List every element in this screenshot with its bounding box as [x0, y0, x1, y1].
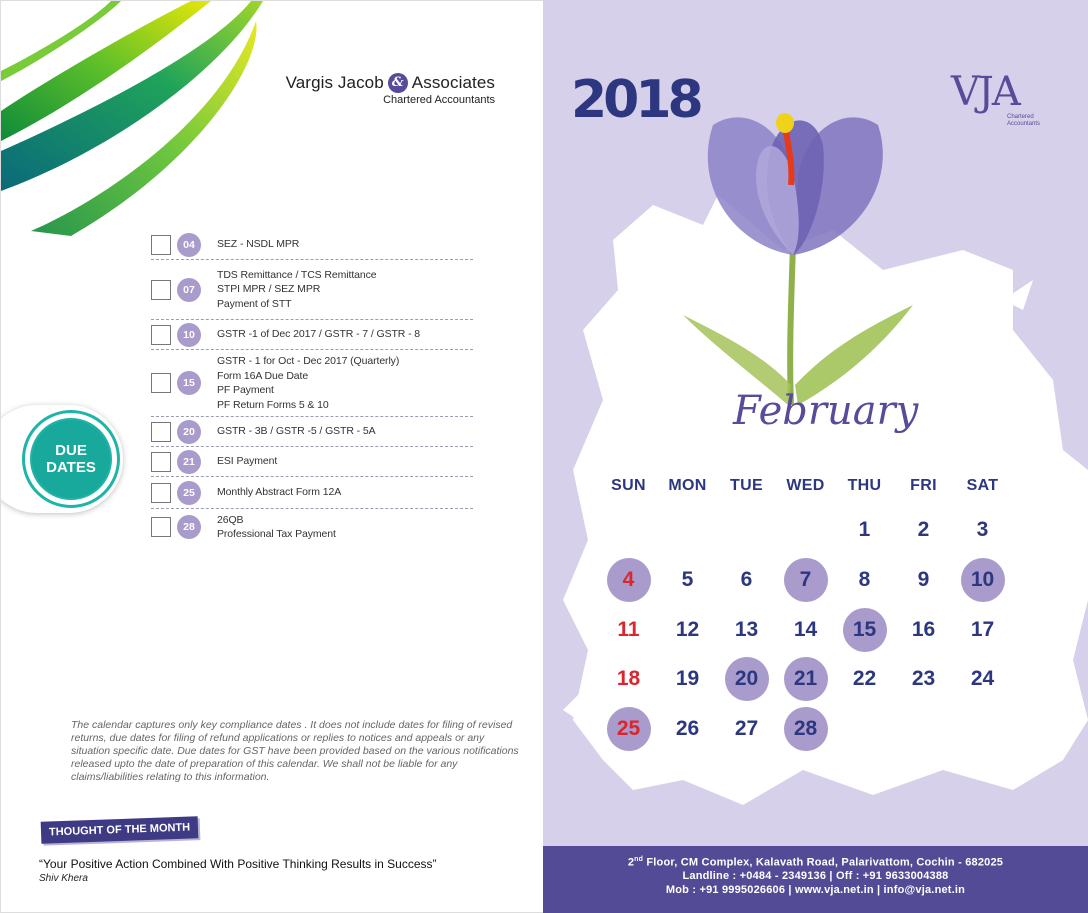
due-date-checkbox[interactable]: [151, 235, 171, 255]
due-date-line: PF Payment: [217, 384, 274, 396]
calendar-cell: [835, 704, 894, 754]
due-date-day: 04: [177, 233, 201, 257]
right-page: [543, 0, 1088, 913]
footer-mobile-web-email: Mob : +91 9995026606 | www.vja.net.in | info@vja.net.in: [665, 883, 966, 896]
calendar-date[interactable]: 28: [784, 707, 828, 751]
calendar-date[interactable]: 11: [617, 618, 640, 641]
calendar-date[interactable]: 16: [911, 618, 936, 641]
calendar-week-row: [599, 555, 1059, 605]
calendar-date[interactable]: 4: [607, 558, 651, 602]
calendar-cell: [658, 605, 717, 655]
calendar-cell: [953, 704, 1012, 754]
weekday-label: SAT: [966, 477, 999, 494]
calendar-cell: [599, 704, 658, 754]
thought-author: Shiv Khera: [39, 873, 88, 884]
calendar-cell: [776, 505, 835, 555]
vja-logo-mark: VJA: [951, 69, 1019, 115]
due-date-description: [217, 513, 336, 542]
green-swoosh-graphic: [1, 1, 291, 251]
due-date-row: [151, 447, 473, 477]
due-date-line: 26QB: [217, 513, 244, 526]
due-date-line: GSTR - 1 for Oct - Dec 2017 (Quarterly): [217, 355, 400, 367]
firm-header: [286, 73, 495, 106]
due-date-line: Payment of STT: [217, 297, 292, 310]
calendar-cell: [717, 505, 776, 555]
due-date-day: 25: [177, 481, 201, 505]
due-date-checkbox[interactable]: [151, 280, 171, 300]
due-date-checkbox[interactable]: [151, 373, 171, 393]
calendar-date[interactable]: 9: [917, 568, 930, 591]
calendar-cell: [953, 555, 1012, 605]
due-date-line: STPI MPR / SEZ MPR: [217, 283, 321, 296]
due-date-description: [217, 485, 341, 500]
due-date-line: GSTR -1 of Dec 2017 / GSTR - 7 / GSTR - 8: [217, 328, 421, 341]
calendar-date[interactable]: 1: [858, 518, 871, 541]
calendar-date[interactable]: 13: [734, 618, 759, 641]
due-date-description: [217, 424, 376, 439]
calendar-cell: [717, 555, 776, 605]
weekday-label: WED: [786, 477, 825, 494]
due-date-line: Form 16A Due Date: [217, 369, 309, 382]
calendar-cell: [717, 704, 776, 754]
due-date-checkbox[interactable]: [151, 422, 171, 442]
firm-name-part1: Vargis Jacob: [285, 73, 384, 92]
calendar-cell: [953, 605, 1012, 655]
calendar-cell: [776, 654, 835, 704]
due-date-description: [217, 237, 299, 252]
calendar-date[interactable]: 15: [843, 608, 887, 652]
calendar-date[interactable]: 19: [675, 667, 700, 690]
calendar-cell: [599, 555, 658, 605]
calendar-cell: [835, 605, 894, 655]
vja-logo: [951, 70, 1040, 128]
calendar-date[interactable]: 25: [607, 707, 651, 751]
weekday-label: MON: [668, 477, 707, 494]
calendar-cell: [894, 605, 953, 655]
vja-logo-sub1: Chartered: [1007, 114, 1034, 120]
due-date-day: 21: [177, 450, 201, 474]
due-date-row: [151, 230, 473, 260]
due-date-checkbox[interactable]: [151, 483, 171, 503]
due-date-line: PF Return Forms 5 & 10: [217, 398, 329, 411]
weekday-label: THU: [847, 477, 882, 494]
firm-name-part2: Associates: [411, 73, 495, 92]
calendar-date[interactable]: 8: [858, 568, 871, 591]
footer-address-num: 2: [627, 856, 635, 869]
calendar-date[interactable]: 20: [725, 657, 769, 701]
disclaimer-text: The calendar captures only key compliance dates . It does not include dates for filing of revised returns, due dates for filing of refund applications or replies to notices and appeals or any situation specific date. Due dates for GST have been provided based on the various notifications released upto the date of preparation of this calendar. We shall not be liable for any claims/liabilities relating to this information.: [71, 719, 519, 783]
badge-line1: DUE: [55, 442, 87, 459]
firm-subtitle: Chartered Accountants: [383, 94, 495, 106]
due-date-day: 10: [177, 323, 201, 347]
due-date-line: GSTR - 3B / GSTR -5 / GSTR - 5A: [217, 425, 376, 438]
due-date-checkbox[interactable]: [151, 325, 171, 345]
calendar-date[interactable]: 7: [784, 558, 828, 602]
calendar-cell: [776, 555, 835, 605]
weekday-label: SUN: [611, 477, 646, 494]
due-date-day: 28: [177, 515, 201, 539]
due-date-checkbox[interactable]: [151, 452, 171, 472]
due-date-day: 15: [177, 371, 201, 395]
due-date-day: 20: [177, 420, 201, 444]
calendar-cell: [658, 505, 717, 555]
calendar-cell: [776, 704, 835, 754]
firm-name: [286, 73, 495, 93]
due-date-row: [151, 260, 473, 320]
calendar-cell: [599, 605, 658, 655]
calendar-cell: [835, 505, 894, 555]
calendar-date[interactable]: 18: [616, 667, 641, 690]
footer-address: [543, 853, 1088, 870]
crocus-flower-illustration: [663, 85, 943, 405]
calendar-year: 2018: [571, 70, 700, 130]
calendar-cell: [835, 555, 894, 605]
due-date-row: [151, 477, 473, 509]
calendar-cell: [953, 654, 1012, 704]
due-date-row: [151, 350, 473, 417]
due-date-description: [217, 354, 399, 412]
calendar-cell: [894, 505, 953, 555]
due-date-line: Monthly Abstract Form 12A: [217, 486, 342, 499]
calendar-cell: [953, 505, 1012, 555]
calendar-date[interactable]: 21: [784, 657, 828, 701]
due-date-row: [151, 417, 473, 447]
due-date-line: SEZ - NSDL MPR: [217, 238, 300, 251]
calendar-date[interactable]: 23: [911, 667, 936, 690]
calendar-date[interactable]: 22: [852, 667, 877, 690]
due-date-description: [217, 454, 277, 469]
calendar-cell: [894, 555, 953, 605]
ampersand-logo: &: [388, 73, 408, 93]
calendar-cell: [776, 605, 835, 655]
calendar-date[interactable]: 6: [740, 568, 753, 591]
calendar-cell: [658, 654, 717, 704]
calendar-date[interactable]: 3: [976, 518, 989, 541]
calendar-date[interactable]: 27: [734, 717, 759, 740]
thought-quote: “Your Positive Action Combined With Positive Thinking Results in Success”: [39, 857, 437, 871]
due-date-line: ESI Payment: [217, 455, 278, 468]
weekday-label: FRI: [910, 477, 937, 494]
due-date-description: [217, 268, 377, 312]
calendar-week-row: [599, 505, 1059, 555]
due-dates-badge: [32, 420, 110, 498]
calendar-date[interactable]: 17: [970, 618, 995, 641]
calendar-date[interactable]: 26: [675, 717, 700, 740]
weekday-header: [599, 477, 1059, 495]
due-date-checkbox[interactable]: [151, 517, 171, 537]
due-dates-list: [151, 230, 473, 545]
calendar-date[interactable]: 10: [961, 558, 1005, 602]
footer-address-sup: nd: [634, 856, 644, 863]
calendar-week-row: [599, 704, 1059, 754]
calendar-date[interactable]: 12: [675, 618, 700, 641]
calendar-date[interactable]: 14: [793, 618, 818, 641]
calendar-cell: [599, 654, 658, 704]
calendar-cell: [599, 505, 658, 555]
calendar-cell: [894, 704, 953, 754]
calendar-cell: [658, 555, 717, 605]
due-date-row: [151, 320, 473, 350]
vja-logo-sub2: Accountants: [1007, 121, 1041, 127]
calendar-date[interactable]: 24: [970, 667, 995, 690]
calendar-cell: [658, 704, 717, 754]
contact-footer: [543, 846, 1088, 913]
due-date-line: TDS Remittance / TCS Remittance: [217, 268, 377, 281]
due-date-line: Professional Tax Payment: [217, 528, 336, 540]
footer-phones: Landline : +0484 - 2349136 | Off : +91 9633004388: [682, 870, 949, 883]
calendar-cell: [835, 654, 894, 704]
calendar-month: February: [733, 388, 919, 434]
left-page: [0, 0, 543, 913]
footer-address-rest: Floor, CM Complex, Kalavath Road, Palarivattom, Cochin - 682025: [643, 856, 1004, 869]
thought-of-month-tag: THOUGHT OF THE MONTH: [41, 816, 199, 843]
due-date-row: [151, 509, 473, 545]
calendar-week-row: [599, 654, 1059, 704]
calendar-date[interactable]: 2: [917, 518, 930, 541]
due-date-day: 07: [177, 278, 201, 302]
calendar-cell: [717, 605, 776, 655]
badge-line2: DATES: [46, 459, 96, 476]
calendar-date[interactable]: 5: [681, 568, 694, 591]
calendar-cell: [894, 654, 953, 704]
calendar-week-row: [599, 605, 1059, 655]
due-date-description: [217, 327, 420, 342]
calendar-cell: [717, 654, 776, 704]
weekday-label: TUE: [730, 477, 763, 494]
